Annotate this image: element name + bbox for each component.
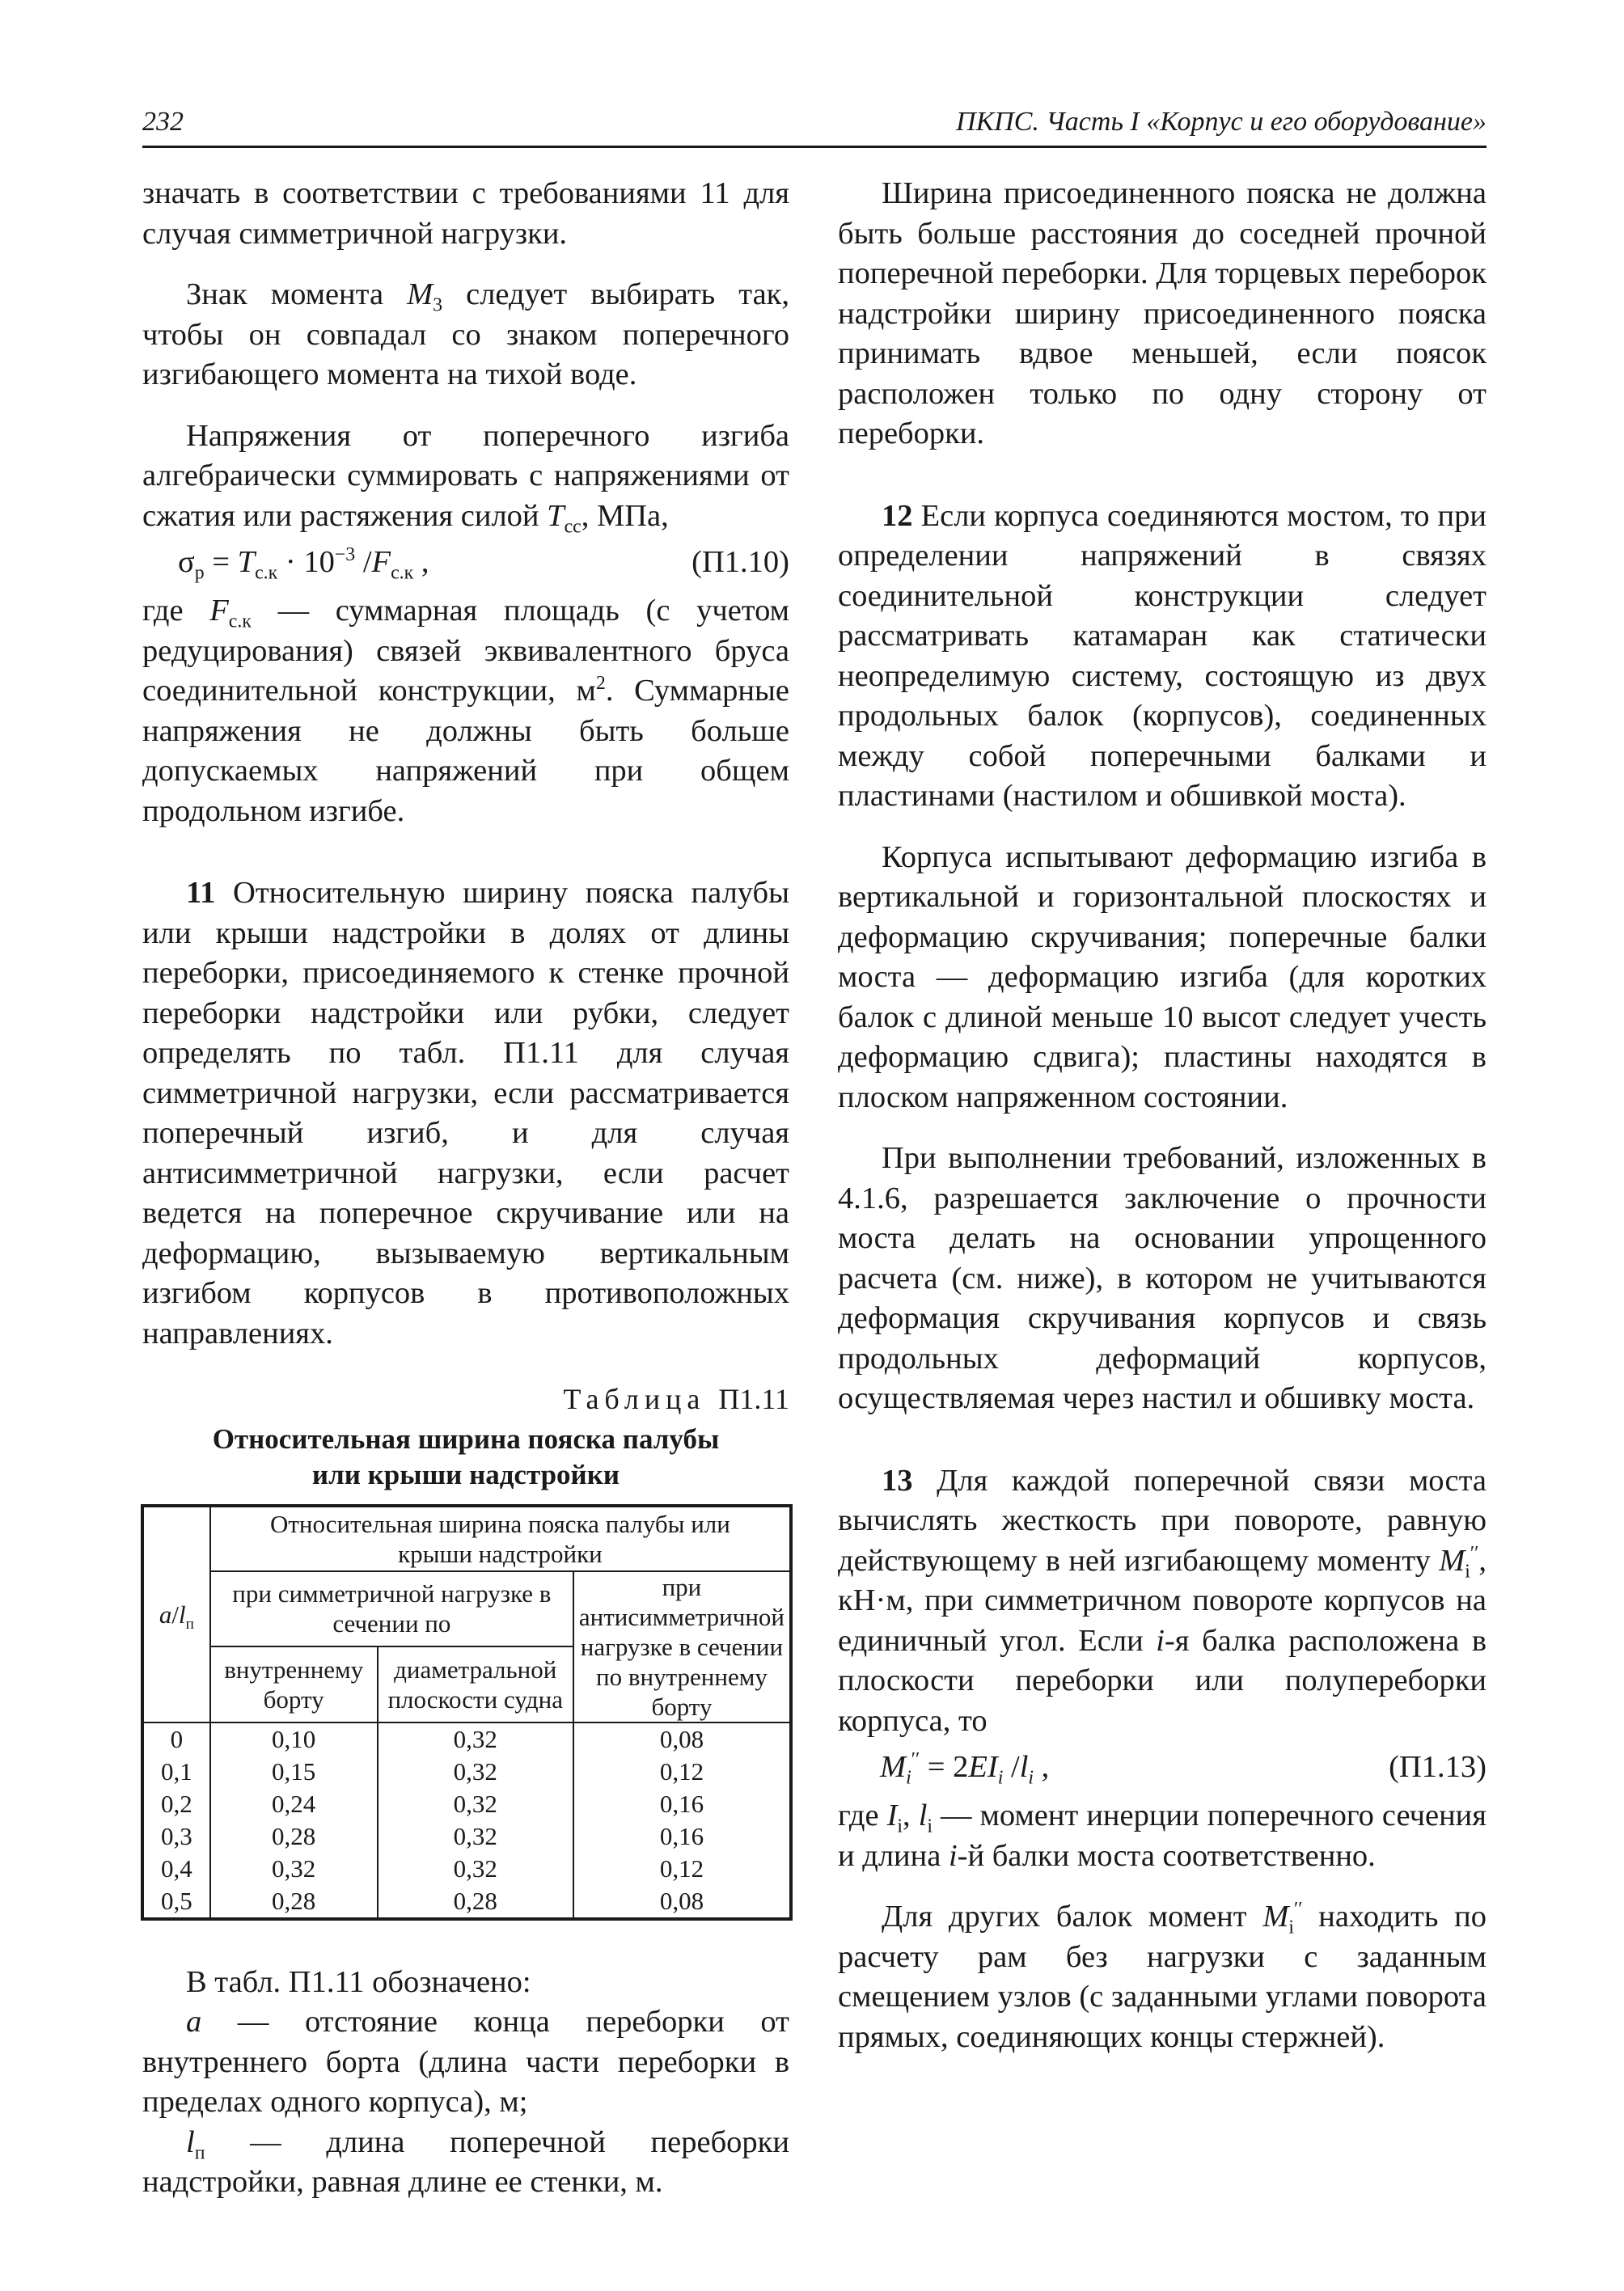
paragraph-continuation: значать в соответствии с требованиями 11 для случая симметричной нагрузки. — [142, 176, 789, 251]
definition-a: a — отстояние конца переборки от внутреннего борта (длина части переборки в пределах одного корпуса), м; — [142, 2005, 789, 2119]
cell-antisymmetric: 0,16 — [573, 1820, 791, 1853]
formula-expression: $\sigma_р = T_{с.к} \cdot 10^{-3}$ $/F_{с.к}$ , — [178, 544, 429, 584]
paragraph-area-definition: где $F_{с.к}$ — суммарная площадь (с учетом редуцирования) связей эквивалентного бруса соединительной конструкции, $м^2$. Суммарные напряжения не должны быть больше допускаемых напряжений при общем продольном изгибе. — [142, 594, 789, 828]
cell-inner: 0,28 — [210, 1885, 378, 1919]
cell-antisymmetric: 0,12 — [573, 1756, 791, 1788]
right-column — [838, 174, 1487, 2057]
cell-a: 0,2 — [142, 1788, 210, 1820]
running-header — [142, 99, 1487, 148]
header-centerline: диаметральной плоскости судна — [378, 1646, 573, 1722]
formula-p1-10 — [142, 539, 789, 590]
left-column — [142, 174, 789, 2203]
header-a-over-l: $a/l_п$ — [142, 1506, 210, 1722]
cell-a: 0,4 — [142, 1853, 210, 1885]
cell-a: 0,3 — [142, 1820, 210, 1853]
formula-expression: $M_i'' = 2EI_i$ $/l_i$ , — [880, 1749, 1050, 1789]
paragraph-other-beams: Для других балок момент $M_i''$ находить по расчету рам без нагрузки с заданным смещением узлов (с заданными углами поворота прямых, соединяющих концы стержней). — [838, 1899, 1487, 2054]
paragraph-item-11: 11 Относительную ширину пояска палубы или крыши надстройки в долях от длины переборки, присоединяемого к стенке прочной переборки надстройки или рубки, следует определять по табл. П1.11 для случая симметричной нагрузки, если рассматривается поперечный изгиб, и для случая антисимметричной нагрузки, если расчет ведется на поперечное скручивание или на деформацию, вызываемую вертикальным изгибом корпусов в противоположных направлениях. — [142, 876, 789, 1351]
paragraph-notation: В табл. П1.11 обозначено: — [186, 1964, 531, 1999]
header-symmetric: при симметричной нагрузке в сечении по — [210, 1571, 573, 1647]
formula-p1-13 — [838, 1744, 1487, 1794]
paragraph-inertia-definition: где $I_i$, $l_i$ — момент инерции поперечного сечения и длина i-й балки моста соответственно. — [838, 1799, 1487, 1873]
cell-centerline: 0,28 — [378, 1885, 573, 1919]
formula-number: (П1.10) — [691, 545, 789, 579]
formula-number: (П1.13) — [1389, 1750, 1487, 1784]
cell-a: 0,1 — [142, 1756, 210, 1788]
cell-centerline: 0,32 — [378, 1756, 573, 1788]
table-caption: Таблица П1.11 — [563, 1383, 789, 1415]
table-row — [142, 1788, 791, 1820]
paragraph-deformations: Корпуса испытывают деформацию изгиба в вертикальной и горизонтальной плоскостях и деформацию скручивания; поперечные балки моста — деформацию изгиба (для коротких балок с длиной меньше 10 высот следует учесть деформацию сдвига); пластины находятся в плоском напряженном состоянии. — [838, 839, 1487, 1114]
cell-antisymmetric: 0,08 — [573, 1885, 791, 1919]
paragraph-stresses: Напряжения от поперечного изгиба алгебраически суммировать с напряжениями от сжатия или растяжения силой $T_{cc}$, МПа, — [142, 418, 789, 538]
paragraph-item-13: 13 Для каждой поперечной связи моста вычислять жесткость при повороте, равную действующему в ней изгибающему моменту $M_i''$, кН·м, при симметричном повороте корпусов на единичный угол. Если i-я балка расположена в плоскости переборки или полупереборки корпуса, то — [838, 1463, 1487, 1738]
table-row — [142, 1722, 791, 1756]
cell-antisymmetric: 0,08 — [573, 1722, 791, 1756]
table-row — [142, 1853, 791, 1885]
paragraph-flange-width: Ширина присоединенного пояска не должна быть больше расстояния до соседней прочной поперечной переборки. Для торцевых переборок надстройки ширину присоединенного пояска принимать вдвое меньшей, если поясок расположен только по одну сторону от переборки. — [838, 176, 1487, 450]
header-group: Относительная ширина пояска палубы или крыши надстройки — [210, 1506, 791, 1571]
flange-width-table — [141, 1504, 793, 1921]
page-number: 232 — [142, 107, 184, 137]
cell-inner: 0,28 — [210, 1820, 378, 1853]
cell-antisymmetric: 0,12 — [573, 1853, 791, 1885]
cell-inner: 0,32 — [210, 1853, 378, 1885]
cell-inner: 0,24 — [210, 1788, 378, 1820]
paragraph-simplified-calc: При выполнении требований, изложенных в 4.1.6, разрешается заключение о прочности моста делать на основании упрощенного расчета (см. ниже), в котором не учитываются деформация скручивания корпусов и связь продольных деформаций корпусов, осуществляемая через настил и обшивку моста. — [838, 1141, 1487, 1415]
cell-a: 0,5 — [142, 1885, 210, 1919]
paragraph-moment-sign: Знак момента $M_3$ следует выбирать так, чтобы он совпадал со знаком поперечного изгибающего момента на тихой воде. — [142, 277, 789, 391]
table-row — [142, 1756, 791, 1788]
running-title: ПКПС. Часть I «Корпус и его оборудование» — [956, 107, 1487, 137]
table-row — [142, 1820, 791, 1853]
table-title: Относительная ширина пояска палубы или крыши надстройки — [212, 1422, 720, 1490]
cell-centerline: 0,32 — [378, 1853, 573, 1885]
cell-a: 0 — [142, 1722, 210, 1756]
cell-antisymmetric: 0,16 — [573, 1788, 791, 1820]
paragraph-item-12: 12 Если корпуса соединяются мостом, то при определении напряжений в связях соединительной конструкции следует рассматривать катамаран как статически неопределимую систему, состоящую из двух продольных балок (корпусов), соединенных между собой поперечными балками и пластинами (настилом и обшивкой моста). — [838, 498, 1487, 813]
cell-inner: 0,10 — [210, 1722, 378, 1756]
definition-l: $l_п$ — длина поперечной переборки надстройки, равная длине ее стенки, м. — [142, 2124, 789, 2199]
header-inner-side: внутреннему борту — [210, 1646, 378, 1722]
cell-inner: 0,15 — [210, 1756, 378, 1788]
cell-centerline: 0,32 — [378, 1788, 573, 1820]
table-row — [142, 1885, 791, 1919]
cell-centerline: 0,32 — [378, 1820, 573, 1853]
header-antisymmetric: при антисимметричной нагрузке в сечении по внутреннему борту — [573, 1571, 791, 1722]
cell-centerline: 0,32 — [378, 1722, 573, 1756]
